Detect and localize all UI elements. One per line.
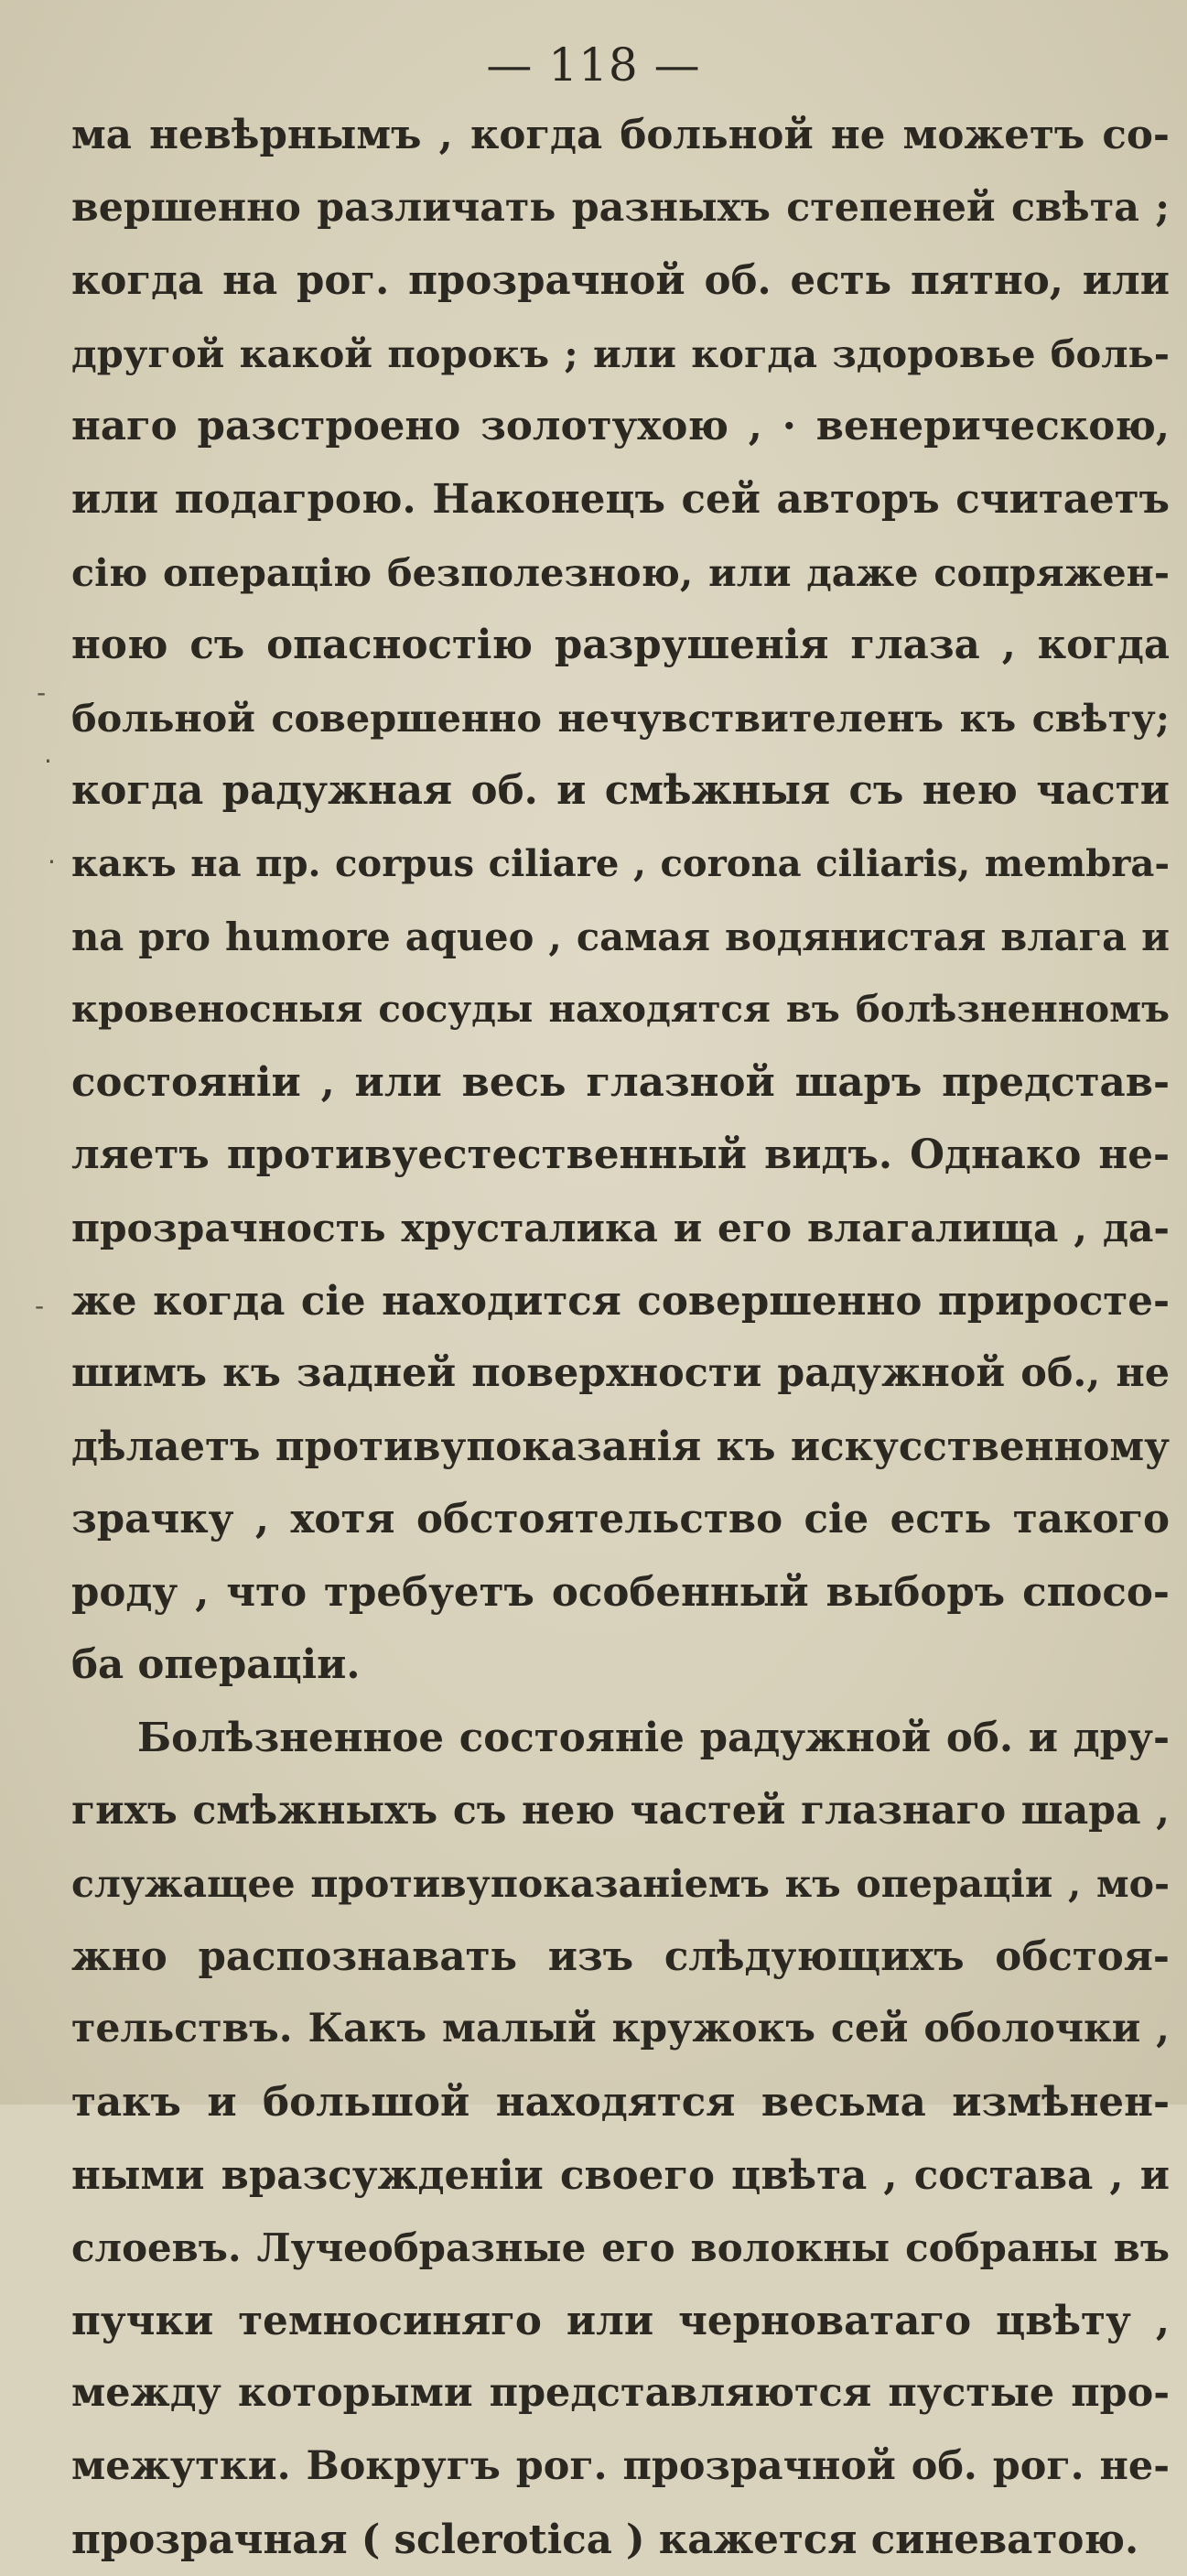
text-line: когда на рог. прозрачной об. есть пятно, или (71, 257, 1170, 305)
text-line: такъ и большой находятся весьма измѣнен- (71, 2079, 1170, 2127)
text-line: ма невѣрнымъ , когда больной не можетъ со- (71, 112, 1170, 158)
text-line: служащее противупоказаніемъ къ операціи , мо- (71, 1861, 1170, 1907)
text-line: зрачку , хотя обстоятельство сіе есть такого (71, 1496, 1170, 1543)
text-line: какъ на пр. corpus ciliare , corona ciliaris, membra- (71, 841, 1170, 885)
text-line: наго разстроено золотухою , · венерическою, (71, 403, 1170, 450)
text-line: ною съ опасностію разрушенія глаза , когда (71, 622, 1170, 669)
text-line: ляетъ противуестественный видъ. Однако не- (71, 1131, 1170, 1179)
text-line: na pro humore aqueo , самая водянистая влага и (71, 914, 1170, 959)
text-line: прозрачность хрусталика и его влагалища , да- (71, 1204, 1170, 1250)
text-line: тельствъ. Какъ малый кружокъ сей оболочки , (71, 2006, 1170, 2052)
margin-mark: · (44, 746, 52, 776)
text-line: Болѣзненное состояніе радужной об. и дру- (137, 1715, 1170, 1762)
text-line: другой какой порокъ ; или когда здоровье боль- (71, 330, 1170, 376)
text-line: вершенно различать разныхъ степеней свѣта ; (71, 184, 1170, 231)
text-line: больной совершенно нечувствителенъ къ свѣту; (71, 695, 1170, 741)
text-line: прозрачная ( sclerotica ) кажется синеватою. (71, 2516, 1139, 2563)
text-line: же когда сіе находится совершенно приросте- (71, 1277, 1170, 1325)
text-line: жно распознавать изъ слѣдующихъ обстоя- (71, 1932, 1170, 1980)
margin-mark: - (37, 677, 47, 708)
body-text (71, 99, 1170, 2576)
text-line: роду , что требуетъ особенный выборъ спосо- (71, 1568, 1170, 1616)
page-number: — 118 — (486, 38, 701, 92)
text-line: слоевъ. Лучеобразные его волокны собраны въ (71, 2225, 1170, 2271)
text-line: или подагрою. Наконецъ сей авторъ считаетъ (71, 475, 1170, 523)
margin-mark: - (35, 1291, 45, 1321)
text-line: между которыми представляются пустые про- (71, 2370, 1170, 2417)
text-line: дѣлаетъ противупоказанія къ искусственному (71, 1423, 1170, 1470)
text-line: когда радужная об. и смѣжныя съ нею части (71, 767, 1170, 815)
text-line: гихъ смѣжныхъ съ нею частей глазнаго шара , (71, 1787, 1170, 1834)
text-line: сію операцію безполезною, или даже сопряжен- (71, 549, 1170, 595)
text-line: кровеносныя сосуды находятся въ болѣзненномъ (71, 987, 1170, 1032)
text-line: ными вразсужденіи своего цвѣта , состава , и (71, 2151, 1170, 2199)
text-line: состояніи , или весь глазной шаръ представ- (71, 1058, 1170, 1106)
text-line: межутки. Вокругъ рог. прозрачной об. рог. не- (71, 2443, 1170, 2489)
text-line: ба операціи. (71, 1641, 361, 1689)
text-line: пучки темносиняго или черноватаго цвѣту , (71, 2297, 1170, 2344)
margin-mark: · (48, 847, 56, 877)
text-line: шимъ къ задней поверхности радужной об., не (71, 1350, 1170, 1397)
